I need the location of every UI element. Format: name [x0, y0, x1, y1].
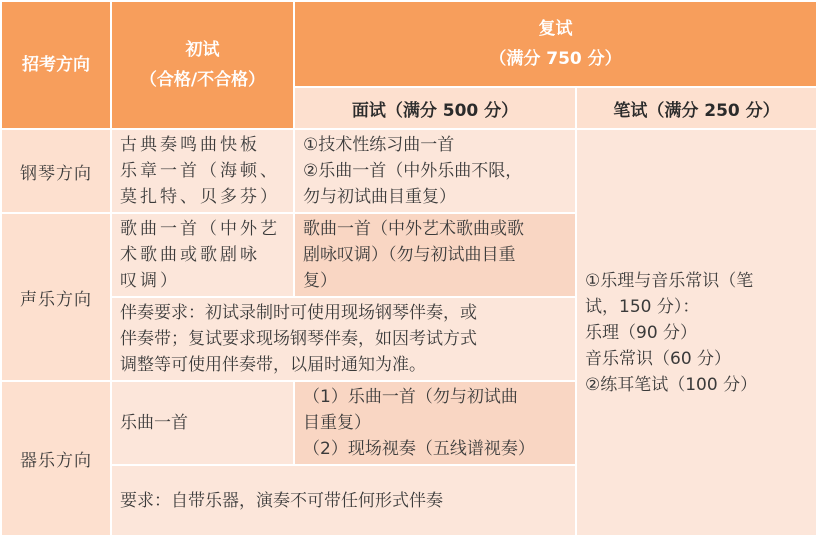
header-row-1 — [1, 1, 816, 87]
instrument-interview-line-3: （2）现场视奏（五线谱视奏） — [303, 439, 535, 459]
written-header: 笔试（满分 250 分） — [576, 87, 816, 129]
piano-interview-line-1: ①技术性练习曲一首 — [303, 135, 455, 155]
piano-interview-requirement — [294, 129, 576, 213]
retest-title: 复试 — [538, 19, 573, 39]
initial-test-title: 初试 — [185, 40, 220, 60]
vocal-interview-line-3: 复） — [303, 271, 337, 291]
vocal-accompaniment-note — [111, 297, 576, 381]
vocal-initial-line-1: 歌曲一首（中外艺 — [120, 219, 280, 239]
written-line-3: 乐理（90 分） — [585, 322, 698, 343]
piano-initial-line-2: 乐章一首（海顿、 — [120, 161, 280, 181]
piano-initial-line-3: 莫扎特、贝多芬） — [120, 187, 280, 207]
instrument-direction-label: 器乐方向 — [1, 381, 111, 536]
piano-interview-line-3: 勿与初试曲目重复） — [303, 187, 456, 207]
written-line-5: ②练耳笔试（100 分） — [585, 374, 758, 395]
vocal-initial-line-3: 叹调） — [120, 271, 180, 291]
vocal-note-line-2: 伴奏带；复试要求现场钢琴伴奏，如因考试方式 — [120, 329, 477, 349]
vocal-interview-line-2: 剧咏叹调）（勿与初试曲目重 — [303, 245, 516, 265]
interview-header: 面试（满分 500 分） — [294, 87, 576, 129]
initial-test-subtitle: （合格/不合格） — [139, 70, 266, 90]
written-line-2: 试，150 分）： — [585, 296, 700, 317]
piano-initial-requirement — [111, 129, 294, 213]
piano-initial-line-1: 古典奏鸣曲快板 — [120, 135, 260, 155]
retest-header — [294, 1, 816, 87]
direction-header: 招考方向 — [1, 1, 111, 129]
written-line-1: ①乐理与音乐常识（笔 — [585, 270, 754, 291]
written-line-4: 音乐常识（60 分） — [585, 348, 732, 369]
piano-direction-label: 钢琴方向 — [1, 129, 111, 213]
vocal-interview-line-1: 歌曲一首（中外艺术歌曲或歌 — [303, 219, 524, 239]
instrument-initial-requirement: 乐曲一首 — [111, 381, 294, 465]
piano-interview-line-2: ②乐曲一首（中外乐曲不限， — [303, 161, 523, 181]
vocal-direction-label: 声乐方向 — [1, 213, 111, 381]
vocal-note-line-1: 伴奏要求：初试录制时可使用现场钢琴伴奏，或 — [120, 303, 477, 323]
vocal-note-line-3: 调整等可使用伴奏带，以届时通知为准。 — [120, 355, 426, 375]
instrument-interview-line-2: 目重复） — [303, 413, 371, 433]
instrument-interview-requirement — [294, 381, 576, 465]
written-exam-content — [576, 129, 816, 536]
vocal-interview-requirement — [294, 213, 576, 297]
piano-row — [1, 129, 816, 213]
vocal-initial-line-2: 术歌曲或歌剧咏 — [120, 245, 260, 265]
initial-test-header — [111, 1, 294, 129]
retest-subtitle: （满分 750 分） — [489, 49, 622, 69]
vocal-initial-requirement — [111, 213, 294, 297]
instrument-requirement-note: 要求：自带乐器，演奏不可带任何形式伴奏 — [111, 465, 576, 536]
instrument-interview-line-1: （1）乐曲一首（勿与初试曲 — [303, 387, 518, 407]
